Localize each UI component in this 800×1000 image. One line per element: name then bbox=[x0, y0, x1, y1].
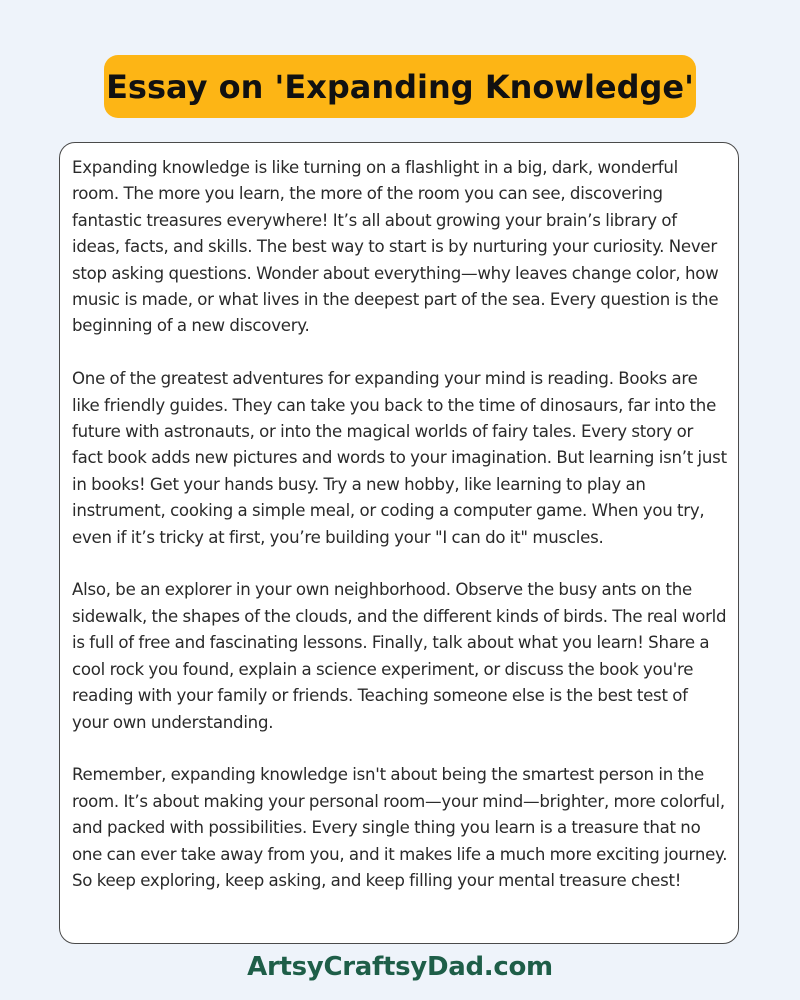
page-title: Essay on 'Expanding Knowledge' bbox=[106, 67, 694, 106]
essay-paragraph-1: Expanding knowledge is like turning on a flashlight in a big, dark, wonderful room. The more you learn, the more of the room you can see, discovering fantastic treasures everywhere! It’s all about growing your brain’s library of ideas, facts, and skills. The best way to start is by nurturing your curiosity. Never stop asking questions. Wonder about everything—why leaves change color, how music is made, or what lives in the deepest part of the sea. Every question is the beginning of a new discovery. bbox=[72, 158, 719, 336]
essay-card bbox=[59, 142, 739, 944]
essay-paragraph-2: One of the greatest adventures for expanding your mind is reading. Books are like friendly guides. They can take you back to the time of dinosaurs, far into the future with astronauts, or into the magical worlds of fairy tales. Every story or fact book adds new pictures and words to your imagination. But learning isn’t just in books! Get your hands busy. Try a new hobby, like learning to play an instrument, cooking a simple meal, or coding a computer game. When you try, even if it’s tricky at first, you’re building your "I can do it" muscles. bbox=[72, 369, 727, 547]
site-brand: ArtsyCraftsyDad.com bbox=[247, 952, 553, 982]
essay-paragraph-4: Remember, expanding knowledge isn't about being the smartest person in the room. It’s about making your personal room—your mind—brighter, more colorful, and packed with possibilities. Every single thing you learn is a treasure that no one can ever take away from you, and it makes life a much more exciting journey. So keep exploring, keep asking, and keep filling your mental treasure chest! bbox=[72, 765, 728, 890]
title-banner bbox=[104, 55, 696, 118]
essay-paragraph-3: Also, be an explorer in your own neighborhood. Observe the busy ants on the sidewalk, the shapes of the clouds, and the different kinds of birds. The real world is full of free and fascinating lessons. Finally, talk about what you learn! Share a cool rock you found, explain a science experiment, or discuss the book you're reading with your family or friends. Teaching someone else is the best test of your own understanding. bbox=[72, 580, 727, 732]
